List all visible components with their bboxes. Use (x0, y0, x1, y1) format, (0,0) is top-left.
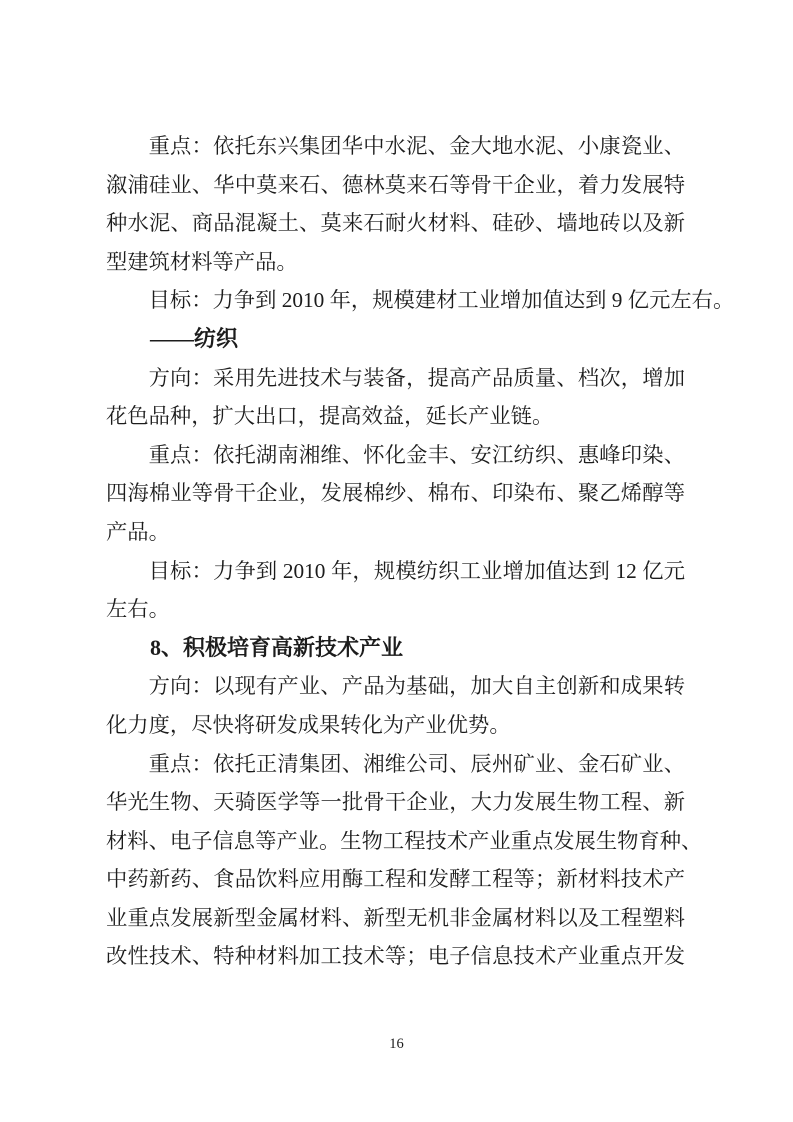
text-line: 种水泥、商品混凝土、莫来石耐火材料、硅砂、墙地砖以及新 (106, 211, 685, 236)
section-heading-hightech (106, 629, 685, 668)
text-line: 型建筑材料等产品。 (106, 249, 298, 274)
text-line: 产品。 (106, 519, 170, 544)
text-line: 方向：以现有产业、产品为基础，加大自主创新和成果转 (148, 674, 685, 699)
heading-text: 8、积极培育高新技术产业 (150, 634, 404, 660)
text-line: 重点：依托正清集团、湘维公司、辰州矿业、金石矿业、 (148, 751, 685, 776)
text-line: 重点：依托东兴集团华中水泥、金大地水泥、小康瓷业、 (148, 134, 685, 158)
paragraph-textile-goal (106, 552, 685, 629)
text-line: 华光生物、天骑医学等一批骨干企业，大力发展生物工程、新 (106, 790, 685, 815)
text-line: 目标：力争到 2010 年，规模建材工业增加值达到 9 亿元左右。 (148, 288, 735, 313)
text-line: 改性技术、特种材料加工技术等；电子信息技术产业重点开发 (106, 944, 685, 969)
paragraph-hightech-direction (106, 667, 685, 744)
paragraph-textile-direction (106, 359, 685, 436)
text-line: 溆浦硅业、华中莫来石、德林莫来石等骨干企业，着力发展特 (106, 172, 685, 197)
text-line: 目标：力争到 2010 年，规模纺织工业增加值达到 12 亿元 (148, 558, 685, 583)
section-heading-textile (106, 320, 685, 359)
paragraph-textile-focus (106, 436, 685, 552)
text-line: 中药新药、食品饮料应用酶工程和发酵工程等；新材料技术产 (106, 867, 685, 892)
document-body (106, 127, 735, 976)
paragraph-building-materials-goal (106, 281, 735, 320)
text-line: 重点：依托湖南湘维、怀化金丰、安江纺织、惠峰印染、 (148, 442, 685, 467)
text-line: 材料、电子信息等产业。生物工程技术产业重点发展生物育种、 (106, 828, 703, 853)
text-line: 方向：采用先进技术与装备，提高产品质量、档次，增加 (148, 365, 685, 390)
text-line: 左右。 (106, 597, 170, 622)
text-line: 花色品种，扩大出口，提高效益，延长产业链。 (106, 404, 554, 429)
text-line: 四海棉业等骨干企业，发展棉纱、棉布、印染布、聚乙烯醇等 (106, 481, 685, 506)
text-line: 业重点发展新型金属材料、新型无机非金属材料以及工程塑料 (106, 905, 685, 930)
heading-text: ——纺织 (150, 325, 239, 351)
paragraph-building-materials-focus (106, 127, 685, 281)
paragraph-hightech-focus (106, 745, 703, 977)
page-number: 16 (389, 1036, 404, 1052)
text-line: 化力度，尽快将研发成果转化为产业优势。 (106, 712, 511, 737)
